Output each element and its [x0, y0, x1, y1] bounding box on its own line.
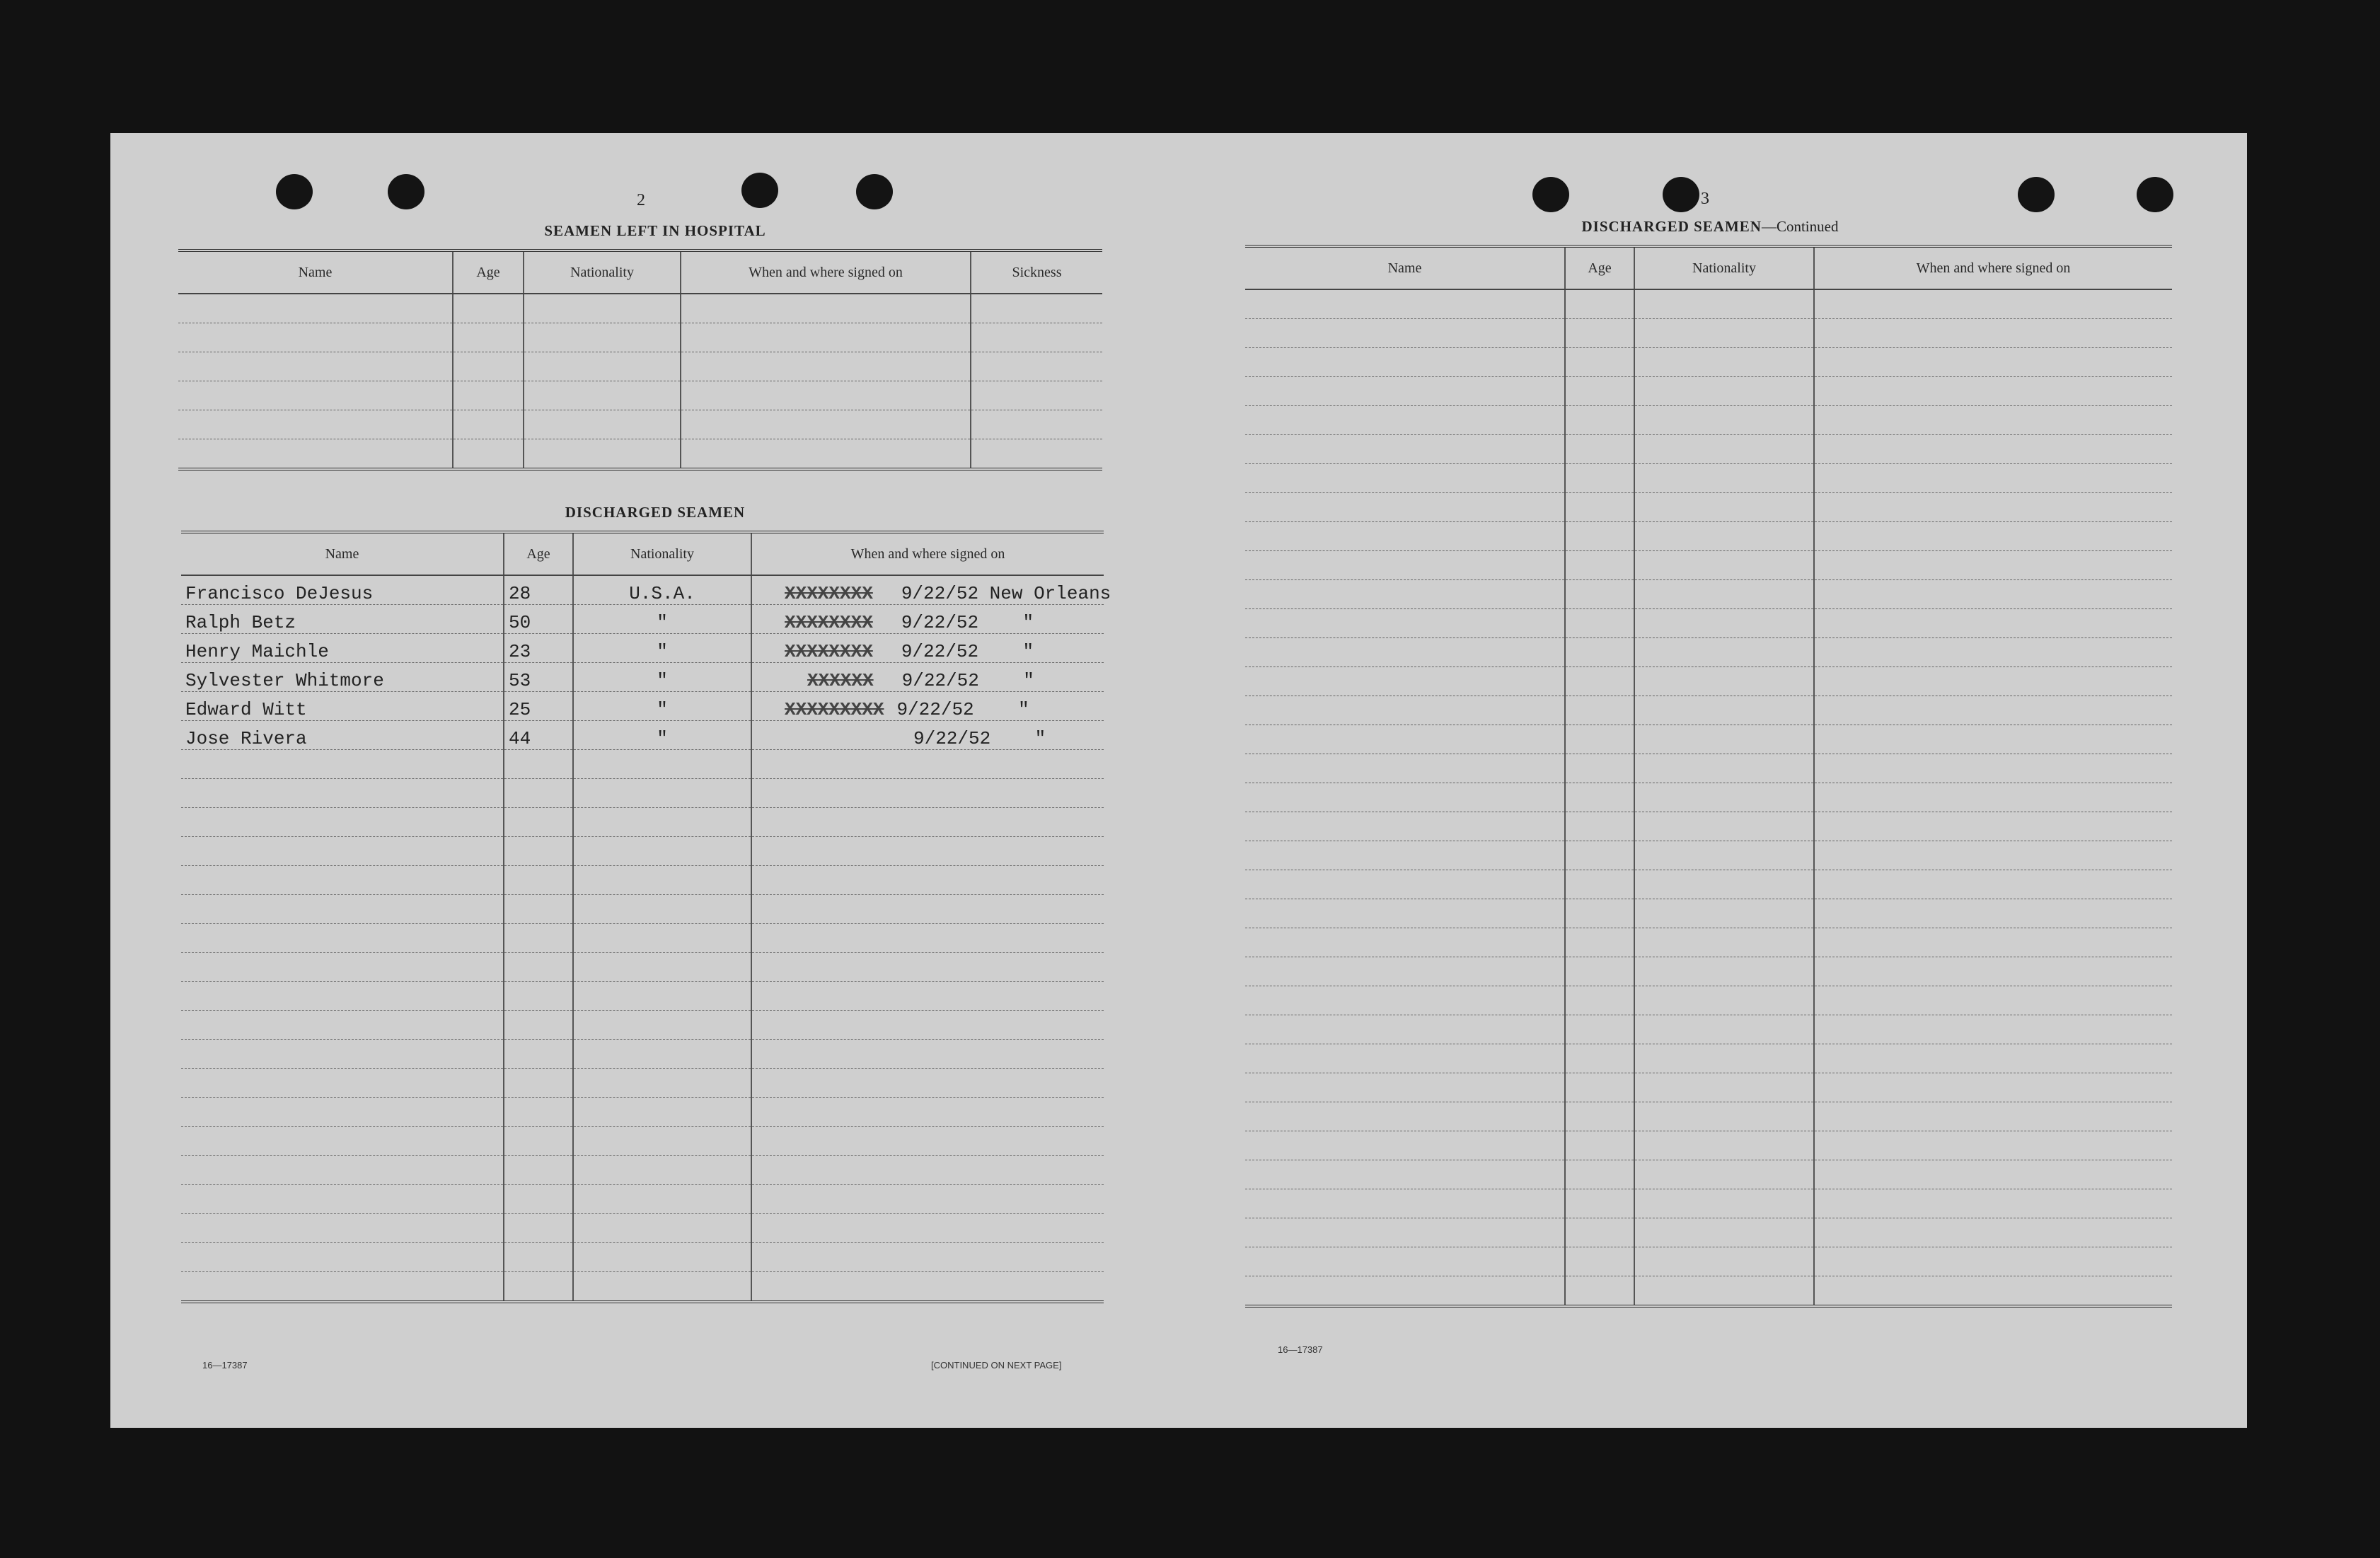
signed-on-cell — [751, 663, 1104, 692]
column-header-signed-on: When and where signed on — [1814, 246, 2172, 289]
table-row — [181, 982, 1104, 1011]
column-header-age: Age — [1565, 246, 1634, 289]
seaman-nationality: U.S.A. — [573, 575, 751, 605]
table-row — [178, 381, 1102, 410]
punch-hole — [741, 173, 778, 208]
seaman-nationality: " — [573, 634, 751, 663]
hospital-header-row — [178, 250, 1102, 294]
signed-on-date: 9/22/52 — [901, 670, 979, 691]
table-row — [181, 1127, 1104, 1156]
table-row — [1245, 1044, 2172, 1073]
signed-on-cell — [751, 575, 1111, 605]
table-row — [1245, 870, 2172, 899]
struck-out-text: XXXXXXXX — [785, 583, 873, 604]
punch-hole — [1532, 177, 1569, 212]
table-row — [181, 1098, 1104, 1127]
discharged-table — [181, 531, 1111, 1303]
table-row — [181, 663, 1104, 692]
table-row — [181, 1156, 1104, 1185]
table-row — [181, 866, 1104, 895]
table-row — [181, 605, 1104, 634]
table-row — [181, 750, 1104, 779]
table-row — [181, 1214, 1104, 1243]
table-row — [1245, 435, 2172, 464]
table-row — [1245, 580, 2172, 609]
table-row — [1245, 464, 2172, 493]
section-title-suffix: —Continued — [1761, 218, 1839, 235]
table-row — [1245, 1102, 2172, 1131]
signed-on-date: 9/22/52 — [901, 612, 979, 633]
table-row — [1245, 754, 2172, 783]
punch-hole — [388, 174, 424, 209]
column-header-signed-on: When and where signed on — [681, 250, 971, 294]
column-header-age: Age — [453, 250, 524, 294]
table-row — [181, 1272, 1104, 1303]
seaman-nationality: " — [573, 605, 751, 634]
table-row — [1245, 638, 2172, 667]
continued-note: [CONTINUED ON NEXT PAGE] — [931, 1360, 1062, 1371]
punch-hole — [2018, 177, 2055, 212]
struck-out-text: XXXXXXXX — [785, 641, 873, 662]
signed-on-date: 9/22/52 — [913, 728, 991, 749]
column-header-signed-on: When and where signed on — [751, 532, 1104, 575]
signed-on-cell — [751, 692, 1104, 721]
column-header-nationality: Nationality — [524, 250, 681, 294]
table-row — [1245, 289, 2172, 319]
seaman-age: 25 — [504, 692, 573, 721]
table-row — [1245, 928, 2172, 957]
discharged-section-title: DISCHARGED SEAMEN — [565, 504, 746, 521]
table-row — [181, 692, 1104, 721]
table-row — [181, 895, 1104, 924]
signed-on-place: " — [1023, 670, 1034, 691]
seaman-age: 23 — [504, 634, 573, 663]
table-row — [1245, 1247, 2172, 1276]
table-row — [181, 808, 1104, 837]
table-row — [181, 953, 1104, 982]
scanned-document — [110, 133, 2247, 1428]
column-header-age: Age — [504, 532, 573, 575]
section-title-text: DISCHARGED SEAMEN — [1581, 218, 1762, 235]
punch-hole — [856, 174, 893, 209]
column-header-name: Name — [1245, 246, 1565, 289]
column-header-name: Name — [178, 250, 453, 294]
table-row — [181, 1185, 1104, 1214]
table-row — [1245, 986, 2172, 1015]
struck-out-text: XXXXXXXX — [785, 612, 873, 633]
seaman-name: Sylvester Whitmore — [181, 663, 504, 692]
hospital-section-title: SEAMEN LEFT IN HOSPITAL — [544, 222, 766, 239]
table-row — [181, 1040, 1104, 1069]
seaman-nationality: " — [573, 663, 751, 692]
table-row — [181, 1011, 1104, 1040]
struck-out-text: XXXXXXXXX — [785, 699, 884, 720]
struck-out-text: XXXXXX — [807, 670, 874, 691]
table-row — [1245, 1189, 2172, 1218]
table-row — [1245, 696, 2172, 725]
signed-on-cell — [751, 721, 1104, 750]
signed-on-date: 9/22/52 — [896, 699, 974, 720]
table-row — [178, 352, 1102, 381]
punch-hole — [276, 174, 313, 209]
table-row — [181, 575, 1104, 605]
table-row — [1245, 957, 2172, 986]
right-page — [1179, 133, 2247, 1428]
table-row — [1245, 667, 2172, 696]
table-row — [1245, 1131, 2172, 1160]
table-row — [181, 1243, 1104, 1272]
seaman-age: 53 — [504, 663, 573, 692]
left-page — [110, 133, 1179, 1428]
discharged-header-row — [181, 532, 1104, 575]
page-number: 3 — [1701, 190, 1709, 208]
seaman-age: 28 — [504, 575, 573, 605]
table-row — [1245, 841, 2172, 870]
seaman-name: Francisco DeJesus — [181, 575, 504, 605]
table-row — [178, 439, 1102, 470]
signed-on-date: 9/22/52 — [901, 641, 979, 662]
table-row — [181, 721, 1104, 750]
table-row — [1245, 725, 2172, 754]
table-row — [1245, 551, 2172, 580]
column-header-nationality: Nationality — [573, 532, 751, 575]
seaman-name: Henry Maichle — [181, 634, 504, 663]
table-row — [1245, 493, 2172, 522]
table-row — [181, 924, 1104, 953]
form-number: 16—17387 — [202, 1360, 248, 1371]
signed-on-date: 9/22/52 — [901, 583, 979, 604]
table-row — [1245, 1073, 2172, 1102]
table-row — [178, 323, 1102, 352]
punch-hole — [2137, 177, 2173, 212]
table-row — [1245, 522, 2172, 551]
table-row — [1245, 812, 2172, 841]
signed-on-place: " — [1022, 641, 1034, 662]
table-row — [181, 634, 1104, 663]
table-row — [178, 294, 1102, 323]
discharged-continued-title — [1247, 218, 2173, 236]
signed-on-place: " — [1034, 728, 1046, 749]
table-row — [1245, 899, 2172, 928]
seaman-age: 44 — [504, 721, 573, 750]
table-row — [1245, 1015, 2172, 1044]
signed-on-place: " — [1022, 612, 1034, 633]
table-row — [1245, 783, 2172, 812]
seaman-nationality: " — [573, 721, 751, 750]
table-row — [1245, 319, 2172, 348]
table-row — [181, 837, 1104, 866]
table-row — [1245, 1276, 2172, 1307]
seaman-nationality: " — [573, 692, 751, 721]
table-row — [1245, 348, 2172, 377]
table-row — [1245, 1218, 2172, 1247]
seaman-name: Ralph Betz — [181, 605, 504, 634]
column-header-name: Name — [181, 532, 504, 575]
table-row — [1245, 377, 2172, 406]
column-header-sickness: Sickness — [971, 250, 1102, 294]
signed-on-place: New Orleans — [989, 583, 1111, 604]
discharged-continued-table — [1245, 245, 2172, 1308]
table-row — [1245, 1160, 2172, 1189]
form-number: 16—17387 — [1278, 1344, 1323, 1355]
seaman-name: Jose Rivera — [181, 721, 504, 750]
seaman-name: Edward Witt — [181, 692, 504, 721]
table-row — [181, 779, 1104, 808]
page-number: 2 — [637, 191, 645, 209]
table-row — [1245, 406, 2172, 435]
table-row — [181, 1069, 1104, 1098]
seaman-age: 50 — [504, 605, 573, 634]
discharged-continued-header-row — [1245, 246, 2172, 289]
signed-on-cell — [751, 634, 1104, 663]
column-header-nationality: Nationality — [1634, 246, 1814, 289]
punch-hole — [1663, 177, 1699, 212]
table-row — [178, 410, 1102, 439]
table-row — [1245, 609, 2172, 638]
signed-on-cell — [751, 605, 1104, 634]
hospital-table — [178, 249, 1102, 471]
signed-on-place: " — [1018, 699, 1029, 720]
